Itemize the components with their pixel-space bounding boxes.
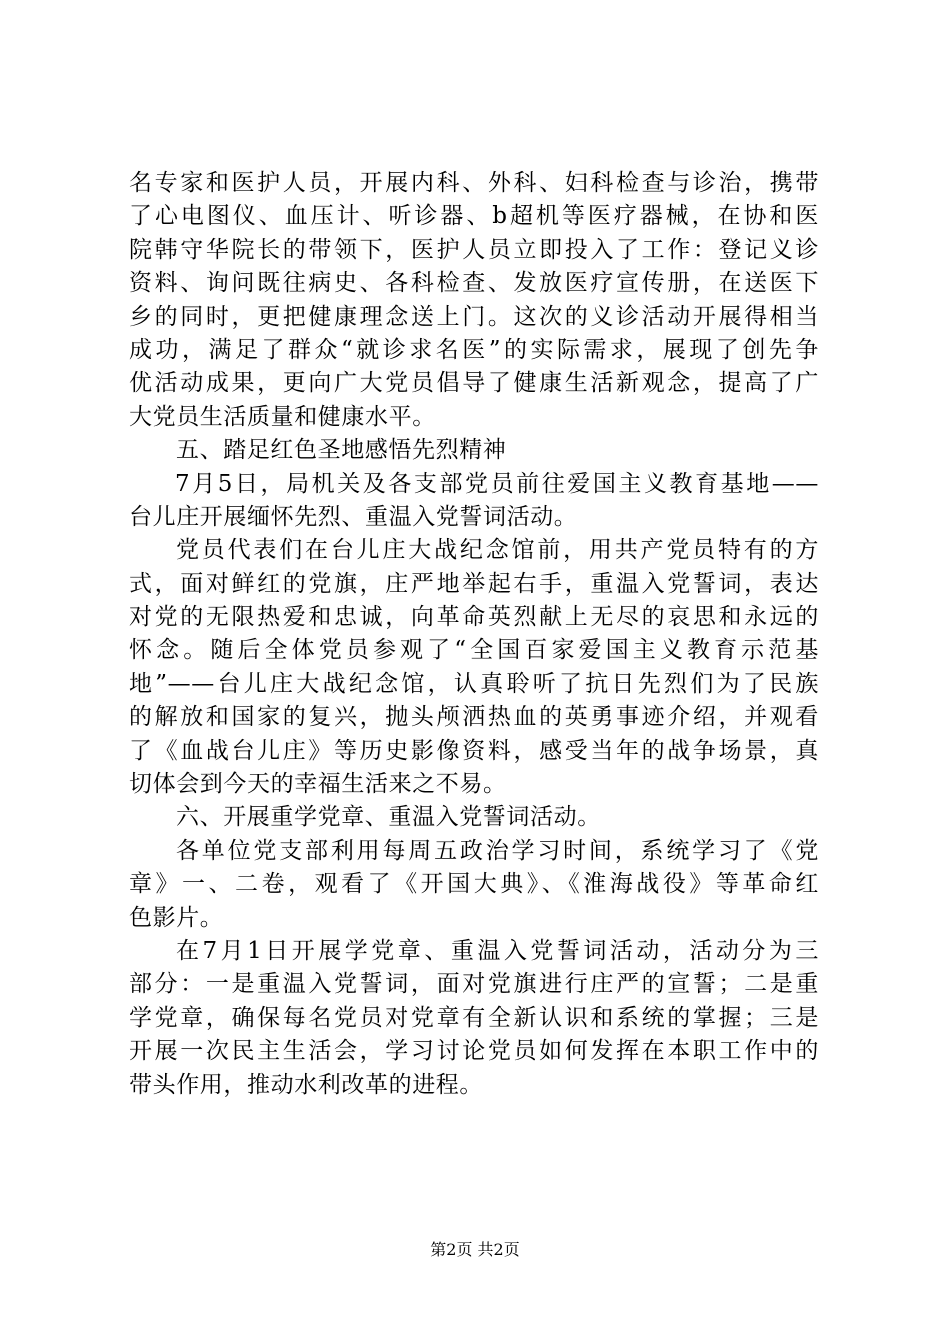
- text-line: 党员代表们在台儿庄大战纪念馆前，用共产党员特有的方: [176, 537, 819, 564]
- text-line: 乡的同时，更把健康理念送上门。这次的义诊活动开展得相当: [129, 303, 819, 330]
- text-line: 院韩守华院长的带领下，医护人员立即投入了工作：登记义诊: [129, 236, 819, 263]
- text-line: 部分：一是重温入党誓词，面对党旗进行庄严的宣誓；二是重: [129, 971, 819, 998]
- text-line: 各单位党支部利用每周五政治学习时间，系统学习了《党: [176, 837, 819, 864]
- text-line: 开展一次民主生活会，学习讨论党员如何发挥在本职工作中的: [129, 1038, 819, 1065]
- text-line: 对党的无限热爱和忠诚，向革命英烈献上无尽的哀思和永远的: [129, 604, 819, 631]
- text-line: 大党员生活质量和健康水平。: [129, 403, 436, 430]
- document-body: [129, 167, 819, 1102]
- text-line: 在7月1日开展学党章、重温入党誓词活动，活动分为三: [176, 937, 819, 964]
- text-line: 色影片。: [129, 904, 224, 931]
- text-line: 带头作用，推动水利改革的进程。: [129, 1071, 483, 1098]
- text-line: 切体会到今天的幸福生活来之不易。: [129, 771, 507, 798]
- text-line: 了心电图仪、血压计、听诊器、b超机等医疗器械，在协和医: [129, 203, 819, 230]
- text-line: 台儿庄开展缅怀先烈、重温入党誓词活动。: [129, 503, 578, 530]
- text-line: 学党章，确保每名党员对党章有全新认识和系统的掌握；三是: [129, 1004, 819, 1031]
- text-line: 7月5日，局机关及各支部党员前往爱国主义教育基地——: [175, 470, 819, 497]
- text-line: 的解放和国家的复兴，抛头颅洒热血的英勇事迹介绍，并观看: [129, 704, 819, 731]
- text-line: 成功，满足了群众“就诊求名医”的实际需求，展现了创先争: [129, 336, 819, 363]
- page-number-label: 第2页 共2页: [430, 1240, 520, 1259]
- text-line: 章》一、二卷，观看了《开国大典》、《淮海战役》等革命红: [129, 871, 819, 898]
- text-line: 资料、询问既往病史、各科检查、发放医疗宣传册，在送医下: [129, 270, 819, 297]
- text-line: 五、踏足红色圣地感悟先烈精神: [176, 437, 507, 464]
- page-footer: [0, 1240, 950, 1260]
- text-line: 了《血战台儿庄》等历史影像资料，感受当年的战争场景，真: [129, 737, 819, 764]
- text-line: 名专家和医护人员，开展内科、外科、妇科检查与诊治，携带: [129, 170, 819, 196]
- text-line: 地”——台儿庄大战纪念馆，认真聆听了抗日先烈们为了民族: [129, 670, 819, 697]
- text-line: 优活动成果，更向广大党员倡导了健康生活新观念，提高了广: [129, 370, 819, 397]
- text-line: 怀念。随后全体党员参观了“全国百家爱国主义教育示范基: [129, 637, 819, 664]
- text-line: 式，面对鲜红的党旗，庄严地举起右手，重温入党誓词，表达: [129, 570, 819, 597]
- text-line: 六、开展重学党章、重温入党誓词活动。: [176, 804, 601, 831]
